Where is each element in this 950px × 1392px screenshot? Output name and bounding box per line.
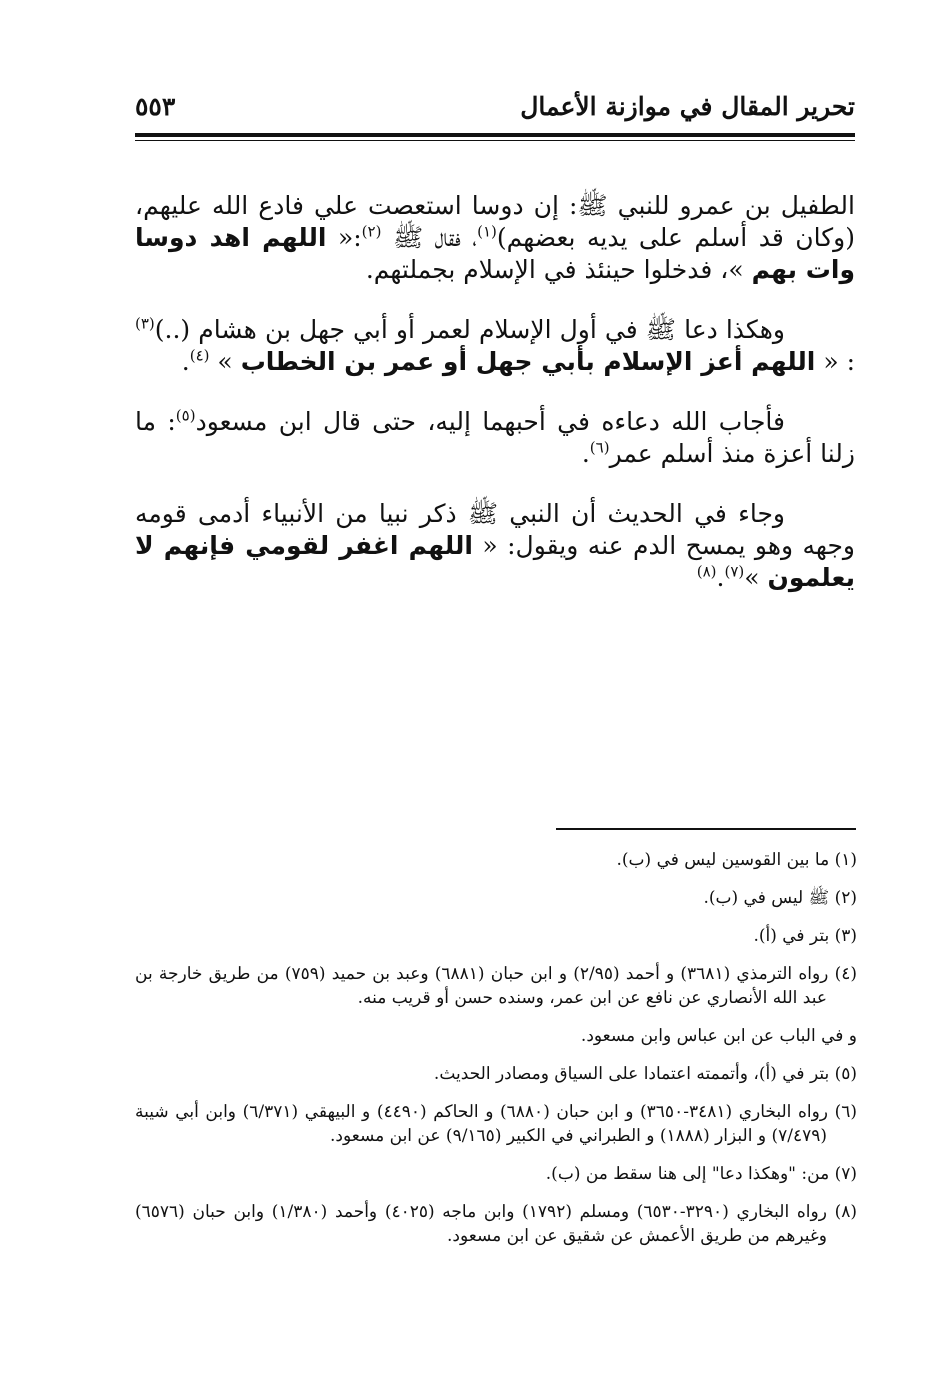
text-run: » xyxy=(744,563,768,592)
footnote: (١) ما بين القوسين ليس في (ب). xyxy=(616,850,857,870)
text-run: » xyxy=(209,347,241,376)
footnote: (٥) بتر في (أ)، وأتممته اعتمادا على السياق ومصادر الحديث. xyxy=(433,1064,857,1084)
footnote-continuation: و في الباب عن ابن عباس وابن مسعود. xyxy=(580,1026,857,1046)
paragraph xyxy=(135,498,855,594)
text-run: ، فقال ﷺ xyxy=(381,223,478,252)
text-run: الطفيل بن عمرو للنبي ﷺ: إن دوسا استعصت علي فادع الله عليهم، (وكان قد أسلم على يديه بعضهم) xyxy=(135,191,856,252)
footnote-ref: (٧) xyxy=(724,562,745,581)
paragraph xyxy=(135,314,855,378)
main-text xyxy=(135,190,855,622)
hadith-quote: اللهم أعز الإسلام بأبي جهل أو عمر بن الخطاب xyxy=(240,347,816,376)
footnote: (٣) بتر في (أ). xyxy=(753,926,857,946)
text-run: : ما زلنا أعزة منذ أسلم عمر xyxy=(135,407,855,468)
header-rule xyxy=(135,133,855,137)
text-run: وجاء في الحديث أن النبي ﷺ ذكر نبيا من الأنبياء أدمى قومه وجهه وهو يمسح الدم عنه ويقول: « xyxy=(135,499,855,560)
hadith-quote: اللهم اغفر لقومي فإنهم لا يعلمون xyxy=(135,531,855,592)
footnote: (٨) رواه البخاري (٣٢٩٠-٦٥٣٠) ومسلم (١٧٩٢) وابن ماجه (٤٠٢٥) وأحمد (١/٣٨٠) وابن حبان (٦٥٧٦) وغيرهم من طريق الأعمش عن شقيق عن ابن مسعود. xyxy=(135,1202,858,1246)
footnote-separator xyxy=(556,828,856,830)
text-run: . xyxy=(716,563,725,592)
paragraph xyxy=(135,406,855,470)
text-run: : « xyxy=(815,347,855,376)
footnote: (٢) ﷺ ليس في (ب). xyxy=(703,888,857,908)
text-run: »، فدخلوا حينئذ في الإسلام بجملتهم. xyxy=(365,255,752,284)
text-run: فأجاب الله دعاءه في أحبهما إليه، حتى قال ابن مسعود xyxy=(195,407,785,436)
footnote-ref: (٥) xyxy=(175,406,196,425)
footnote-ref: (٣) xyxy=(135,314,155,333)
running-header xyxy=(135,92,855,130)
footnote-ref: (٢) xyxy=(361,222,382,241)
footnote: (٧) من: "وهكذا دعا" إلى هنا سقط من (ب). xyxy=(545,1164,857,1184)
text-run: :« xyxy=(326,223,362,252)
footnote: (٤) رواه الترمذي (٣٦٨١) و أحمد (٢/٩٥) و ابن حبان (٦٨٨١) وعبد بن حميد (٧٥٩) من طريق خارجة بن عبد الله الأنصاري عن نافع عن ابن عمر، وسنده حسن أو قريب منه. xyxy=(135,964,857,1008)
hadith-quote: اللهم اهد دوسا وات بهم xyxy=(135,223,855,284)
footnote-ref: (٨) xyxy=(696,562,717,581)
footnotes xyxy=(135,848,857,1262)
text-run: . xyxy=(181,347,190,376)
text-run: . xyxy=(581,439,590,468)
text-run: وهكذا دعا ﷺ في أول الإسلام لعمر أو أبي جهل بن هشام (..) xyxy=(154,315,785,344)
paragraph xyxy=(135,190,855,286)
footnote-ref: (١) xyxy=(477,222,497,241)
footnote-ref: (٦) xyxy=(589,438,610,457)
footnote-ref: (٤) xyxy=(189,346,210,365)
footnote: (٦) رواه البخاري (٣٤٨١-٣٦٥٠) و ابن حبان (٦٨٨٠) و الحاكم (٤٤٩٠) و البيهقي (٦/٣٧١) وابن أبي شيبة (٧/٤٧٩) و البزار (١٨٨٨) و الطبراني في الكبير (٩/١٦٥) عن ابن مسعود. xyxy=(135,1102,858,1146)
header-rule-thin xyxy=(135,140,855,141)
page-number: ٥٥٣ xyxy=(135,92,176,121)
running-title: تحرير المقال في موازنة الأعمال xyxy=(520,92,855,121)
